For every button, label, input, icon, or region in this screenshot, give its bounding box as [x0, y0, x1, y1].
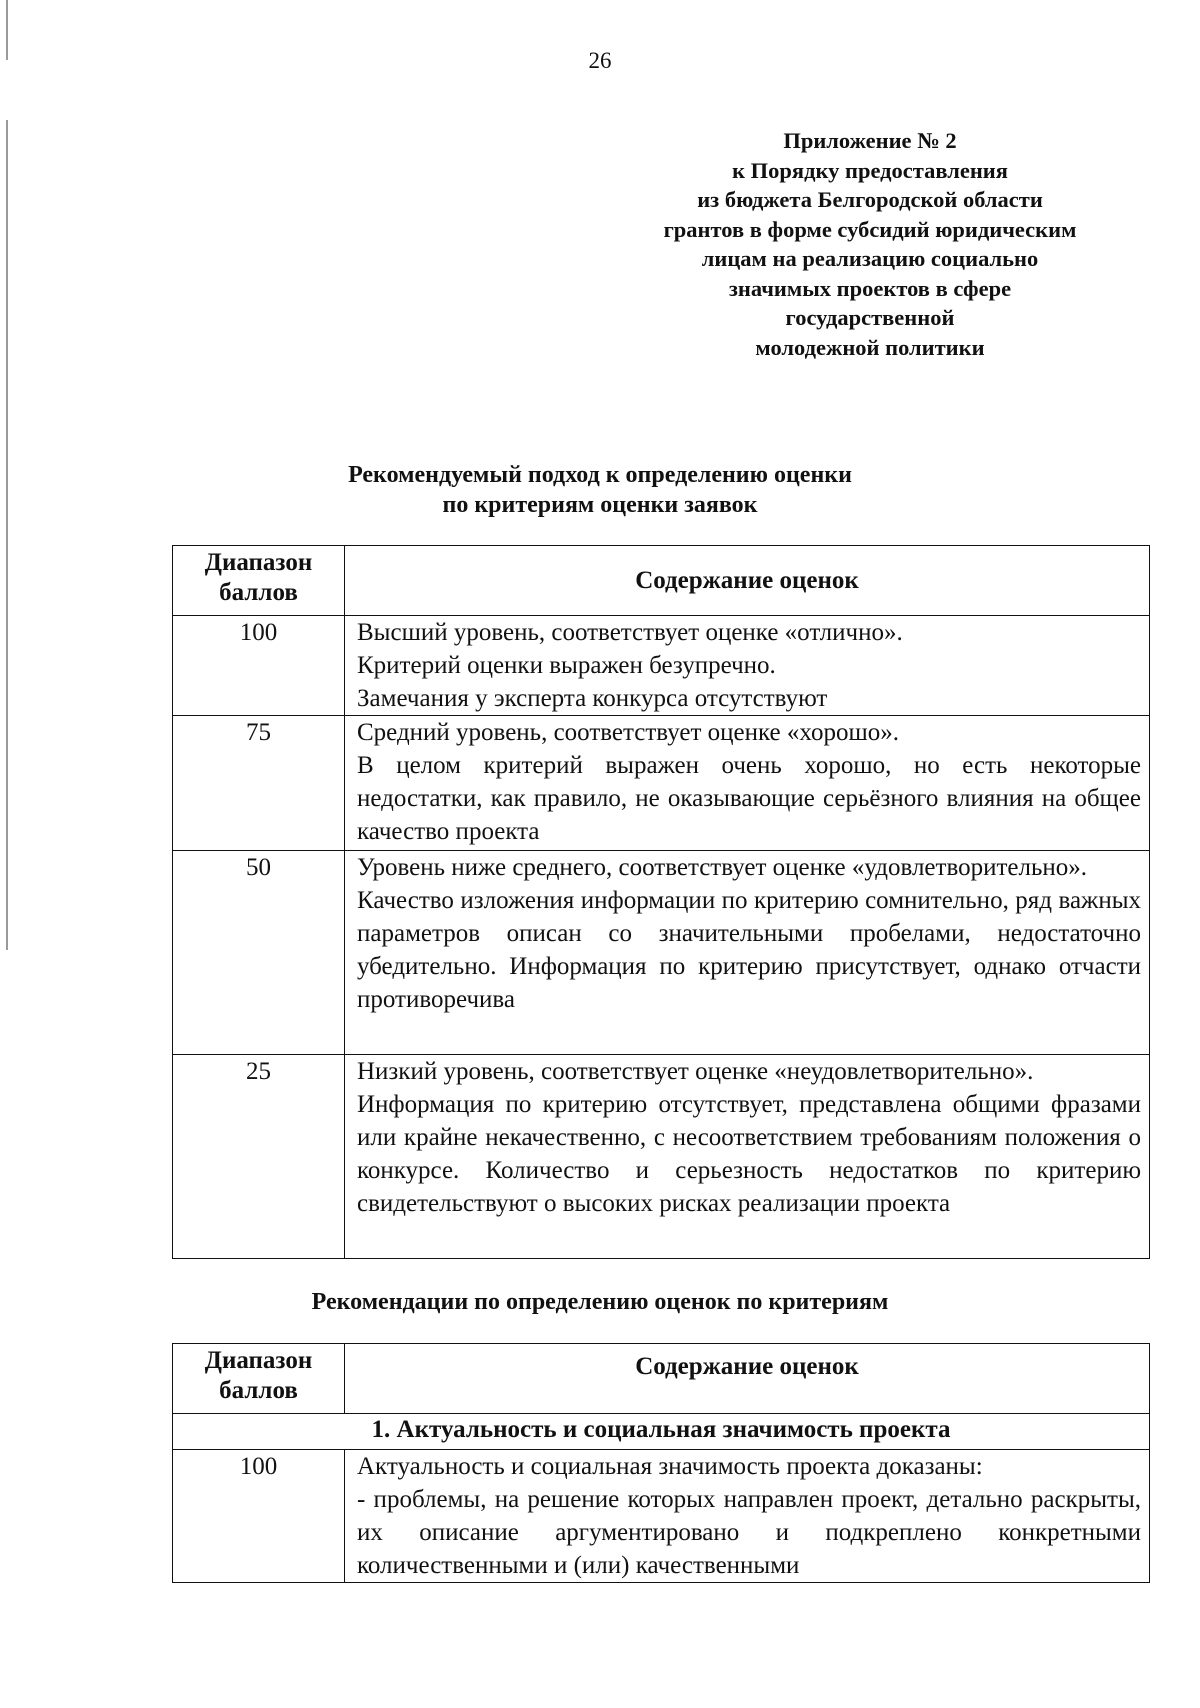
section-title-line: Рекомендуемый подход к определению оценки	[348, 462, 852, 488]
description-line: Уровень ниже среднего, соответствует оценке «удовлетворительно».	[357, 854, 1087, 881]
section-title-line: по критериям оценки заявок	[442, 492, 758, 518]
criteria-recommendations-table	[172, 1343, 1150, 1583]
description-line: Качество изложения информации по критерию сомнительно, ряд важных параметров описан со значительными пробелами, недостаточно убедительно. Информация по критерию присутствует, однако отчасти противоречива	[357, 887, 1141, 1013]
table-header-row	[173, 546, 1150, 616]
criterion-section-title: 1. Актуальность и социальная значимость проекта	[173, 1414, 1150, 1450]
appendix-line: значимых проектов в сфере	[728, 275, 1012, 301]
description-line: Низкий уровень, соответствует оценке «неудовлетворительно».	[357, 1058, 1034, 1085]
score-value: 100	[173, 616, 345, 716]
table-row	[173, 616, 1150, 716]
score-description	[345, 616, 1150, 716]
appendix-heading	[610, 126, 1130, 362]
score-value: 50	[173, 851, 345, 1055]
description-line: Информация по критерию отсутствует, представлена общими фразами или крайне некачественно, с несоответствием требованиям положения о конкурсе. Количество и серьезность недостатков по критерию свидетельствуют о высоких рисках реализации проекта	[357, 1091, 1141, 1217]
score-description	[345, 1055, 1150, 1259]
appendix-line: лицам на реализацию социально	[701, 246, 1039, 271]
section-title-recommendations: Рекомендации по определению оценок по критериям	[311, 1289, 889, 1315]
criterion-section-row	[173, 1414, 1150, 1450]
header-range: Диапазон баллов	[173, 546, 345, 616]
score-value: 25	[173, 1055, 345, 1259]
table-row	[173, 1055, 1150, 1259]
header-range: Диапазон баллов	[173, 1344, 345, 1414]
score-value: 75	[173, 716, 345, 851]
description-line: Замечания у эксперта конкурса отсутствуют	[357, 685, 828, 712]
score-description	[345, 1450, 1150, 1583]
page-number: 26	[588, 48, 612, 73]
section-title-approach	[0, 460, 1200, 520]
appendix-line: грантов в форме субсидий юридическим	[663, 216, 1077, 242]
appendix-line: молодежной политики	[755, 334, 985, 360]
description-line: В целом критерий выражен очень хорошо, но есть некоторые недостатки, как правило, не оказывающие серьёзного влияния на общее качество проекта	[357, 752, 1141, 845]
description-line: - проблемы, на решение которых направлен проект, детально раскрыты, их описание аргументировано и подкреплено конкретными количественными и (или) качественными	[357, 1486, 1141, 1579]
scan-edge-line	[6, 120, 8, 950]
appendix-line: к Порядку предоставления	[732, 157, 1008, 183]
description-line: Критерий оценки выражен безупречно.	[357, 652, 776, 679]
appendix-line: из бюджета Белгородской области	[697, 187, 1043, 212]
scoring-approach-table	[172, 545, 1150, 1259]
description-line: Высший уровень, соответствует оценке «отлично».	[357, 619, 903, 646]
table-row	[173, 1450, 1150, 1583]
table-header-row	[173, 1344, 1150, 1414]
header-content: Содержание оценок	[345, 1344, 1150, 1414]
table-row	[173, 851, 1150, 1055]
description-line: Актуальность и социальная значимость проекта доказаны:	[357, 1453, 983, 1480]
score-description	[345, 716, 1150, 851]
header-content: Содержание оценок	[345, 546, 1150, 616]
appendix-line: Приложение № 2	[783, 128, 957, 153]
score-value: 100	[173, 1450, 345, 1583]
table-row	[173, 716, 1150, 851]
score-description	[345, 851, 1150, 1055]
description-line: Средний уровень, соответствует оценке «хорошо».	[357, 719, 899, 746]
appendix-line: государственной	[785, 305, 955, 330]
